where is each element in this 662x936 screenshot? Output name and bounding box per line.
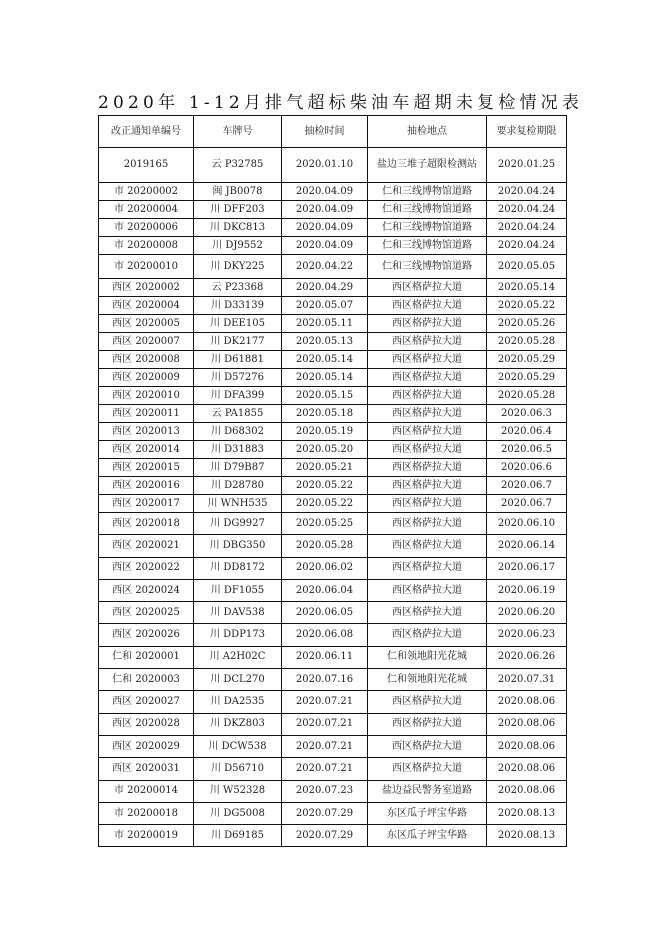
- recheck-deadline-cell: 2020.05.26: [487, 315, 567, 333]
- inspection-location-cell: 西区格萨拉大道: [368, 333, 487, 351]
- inspection-date-cell: 2020.07.21: [282, 758, 368, 780]
- inspection-location-cell: 西区格萨拉大道: [368, 495, 487, 513]
- table-row: [99, 513, 567, 535]
- inspection-location-cell: 西区格萨拉大道: [368, 713, 487, 735]
- inspection-date-cell: 2020.06.02: [282, 557, 368, 579]
- inspection-date-cell: 2020.04.22: [282, 255, 368, 279]
- notice-number-cell: 市 20200006: [99, 219, 194, 237]
- notice-number-cell: 西区 2020015: [99, 459, 194, 477]
- header-recheck-deadline: 要求复检期限: [487, 116, 567, 148]
- plate-number-cell: 川 A2H02C: [194, 646, 282, 668]
- inspection-date-cell: 2020.01.10: [282, 148, 368, 183]
- notice-number-cell: 西区 2020010: [99, 387, 194, 405]
- notice-number-cell: 西区 2020017: [99, 495, 194, 513]
- recheck-deadline-cell: 2020.04.24: [487, 183, 567, 201]
- inspection-location-cell: 西区格萨拉大道: [368, 579, 487, 601]
- inspection-date-cell: 2020.04.29: [282, 279, 368, 297]
- plate-number-cell: 川 DCW538: [194, 735, 282, 757]
- table-row: [99, 297, 567, 315]
- notice-number-cell: 西区 2020028: [99, 713, 194, 735]
- inspection-location-cell: 西区格萨拉大道: [368, 387, 487, 405]
- plate-number-cell: 川 DKC813: [194, 219, 282, 237]
- table-row: [99, 369, 567, 387]
- table-row: [99, 624, 567, 646]
- header-inspection-location: 抽检地点: [368, 116, 487, 148]
- recheck-deadline-cell: 2020.04.24: [487, 201, 567, 219]
- inspection-date-cell: 2020.04.09: [282, 237, 368, 255]
- inspection-date-cell: 2020.04.09: [282, 183, 368, 201]
- recheck-deadline-cell: 2020.06.7: [487, 495, 567, 513]
- table-row: [99, 387, 567, 405]
- table-row: [99, 351, 567, 369]
- notice-number-cell: 西区 2020005: [99, 315, 194, 333]
- inspection-location-cell: 西区格萨拉大道: [368, 535, 487, 557]
- table-row: [99, 255, 567, 279]
- table-row: [99, 441, 567, 459]
- table-row: [99, 405, 567, 423]
- table-row: [99, 825, 567, 847]
- notice-number-cell: 西区 2020029: [99, 735, 194, 757]
- inspection-date-cell: 2020.05.18: [282, 405, 368, 423]
- notice-number-cell: 仁和 2020001: [99, 646, 194, 668]
- plate-number-cell: 川 DF1055: [194, 579, 282, 601]
- inspection-date-cell: 2020.05.19: [282, 423, 368, 441]
- table-row: [99, 713, 567, 735]
- header-notice-number: 改正通知单编号: [99, 116, 194, 148]
- table-row: [99, 669, 567, 691]
- notice-number-cell: 西区 2020004: [99, 297, 194, 315]
- notice-number-cell: 西区 2020016: [99, 477, 194, 495]
- inspection-location-cell: 西区格萨拉大道: [368, 441, 487, 459]
- recheck-deadline-cell: 2020.06.17: [487, 557, 567, 579]
- inspection-location-cell: 西区格萨拉大道: [368, 459, 487, 477]
- inspection-location-cell: 东区瓜子坪宝华路: [368, 825, 487, 847]
- inspection-date-cell: 2020.05.11: [282, 315, 368, 333]
- table-row: [99, 219, 567, 237]
- table-row: [99, 148, 567, 183]
- plate-number-cell: 川 DEE105: [194, 315, 282, 333]
- notice-number-cell: 西区 2020027: [99, 691, 194, 713]
- notice-number-cell: 西区 2020007: [99, 333, 194, 351]
- inspection-date-cell: 2020.07.21: [282, 691, 368, 713]
- table-row: [99, 423, 567, 441]
- notice-number-cell: 仁和 2020003: [99, 669, 194, 691]
- inspection-date-cell: 2020.07.16: [282, 669, 368, 691]
- inspection-location-cell: 西区格萨拉大道: [368, 405, 487, 423]
- table-row: [99, 557, 567, 579]
- inspection-location-cell: 西区格萨拉大道: [368, 513, 487, 535]
- notice-number-cell: 西区 2020018: [99, 513, 194, 535]
- notice-number-cell: 市 20200004: [99, 201, 194, 219]
- notice-number-cell: 西区 2020031: [99, 758, 194, 780]
- notice-number-cell: 西区 2020008: [99, 351, 194, 369]
- plate-number-cell: 川 D31883: [194, 441, 282, 459]
- recheck-deadline-cell: 2020.06.14: [487, 535, 567, 557]
- inspection-location-cell: 西区格萨拉大道: [368, 624, 487, 646]
- plate-number-cell: 川 DG5008: [194, 802, 282, 824]
- table-row: [99, 315, 567, 333]
- plate-number-cell: 川 WNH535: [194, 495, 282, 513]
- document-title: 2020年 1-12月排气超标柴油车超期未复检情况表: [98, 93, 584, 113]
- inspection-location-cell: 仁和三线博物馆道路: [368, 219, 487, 237]
- recheck-deadline-cell: 2020.08.06: [487, 735, 567, 757]
- inspection-date-cell: 2020.05.07: [282, 297, 368, 315]
- inspection-location-cell: 西区格萨拉大道: [368, 423, 487, 441]
- table-row: [99, 535, 567, 557]
- inspection-location-cell: 东区瓜子坪宝华路: [368, 802, 487, 824]
- inspection-date-cell: 2020.05.13: [282, 333, 368, 351]
- plate-number-cell: 川 DKY225: [194, 255, 282, 279]
- plate-number-cell: 川 DK2177: [194, 333, 282, 351]
- recheck-deadline-cell: 2020.06.5: [487, 441, 567, 459]
- plate-number-cell: 云 P32785: [194, 148, 282, 183]
- inspection-date-cell: 2020.04.09: [282, 201, 368, 219]
- plate-number-cell: 川 DDP173: [194, 624, 282, 646]
- recheck-deadline-cell: 2020.05.29: [487, 369, 567, 387]
- table-row: [99, 735, 567, 757]
- inspection-date-cell: 2020.05.15: [282, 387, 368, 405]
- inspection-date-cell: 2020.05.14: [282, 351, 368, 369]
- table-row: [99, 802, 567, 824]
- inspection-date-cell: 2020.07.23: [282, 780, 368, 802]
- inspection-date-cell: 2020.07.29: [282, 825, 368, 847]
- notice-number-cell: 西区 2020009: [99, 369, 194, 387]
- notice-number-cell: 西区 2020024: [99, 579, 194, 601]
- inspection-date-cell: 2020.05.21: [282, 459, 368, 477]
- inspection-date-cell: 2020.07.21: [282, 713, 368, 735]
- plate-number-cell: 川 DJ9552: [194, 237, 282, 255]
- inspection-date-cell: 2020.07.21: [282, 735, 368, 757]
- inspection-date-cell: 2020.05.14: [282, 369, 368, 387]
- inspection-date-cell: 2020.05.22: [282, 495, 368, 513]
- notice-number-cell: 市 20200018: [99, 802, 194, 824]
- plate-number-cell: 川 DFA399: [194, 387, 282, 405]
- recheck-deadline-cell: 2020.06.23: [487, 624, 567, 646]
- inspection-date-cell: 2020.05.25: [282, 513, 368, 535]
- plate-number-cell: 川 D57276: [194, 369, 282, 387]
- plate-number-cell: 川 DKZ803: [194, 713, 282, 735]
- header-inspection-date: 抽检时间: [282, 116, 368, 148]
- plate-number-cell: 川 DCL270: [194, 669, 282, 691]
- plate-number-cell: 川 D61881: [194, 351, 282, 369]
- inspection-location-cell: 西区格萨拉大道: [368, 477, 487, 495]
- inspection-date-cell: 2020.05.22: [282, 477, 368, 495]
- plate-number-cell: 川 DAV538: [194, 602, 282, 624]
- notice-number-cell: 市 20200019: [99, 825, 194, 847]
- inspection-location-cell: 仁和三线博物馆道路: [368, 201, 487, 219]
- plate-number-cell: 云 P23368: [194, 279, 282, 297]
- plate-number-cell: 云 PA1855: [194, 405, 282, 423]
- plate-number-cell: 川 DA2535: [194, 691, 282, 713]
- plate-number-cell: 川 D69185: [194, 825, 282, 847]
- inspection-location-cell: 西区格萨拉大道: [368, 369, 487, 387]
- table-row: [99, 183, 567, 201]
- notice-number-cell: 西区 2020014: [99, 441, 194, 459]
- inspection-location-cell: 盐边三堆子超限检测站: [368, 148, 487, 183]
- inspection-date-cell: 2020.07.29: [282, 802, 368, 824]
- notice-number-cell: 西区 2020025: [99, 602, 194, 624]
- header-plate-number: 车牌号: [194, 116, 282, 148]
- recheck-deadline-cell: 2020.04.24: [487, 237, 567, 255]
- recheck-deadline-cell: 2020.05.28: [487, 387, 567, 405]
- plate-number-cell: 川 DBG350: [194, 535, 282, 557]
- table-row: [99, 333, 567, 351]
- notice-number-cell: 西区 2020021: [99, 535, 194, 557]
- plate-number-cell: 川 D68302: [194, 423, 282, 441]
- inspection-location-cell: 仁和三线博物馆道路: [368, 255, 487, 279]
- plate-number-cell: 川 D33139: [194, 297, 282, 315]
- inspection-date-cell: 2020.06.05: [282, 602, 368, 624]
- table-row: [99, 459, 567, 477]
- recheck-deadline-cell: 2020.05.05: [487, 255, 567, 279]
- inspection-date-cell: 2020.06.04: [282, 579, 368, 601]
- inspection-date-cell: 2020.05.20: [282, 441, 368, 459]
- plate-number-cell: 川 D79B87: [194, 459, 282, 477]
- table-row: [99, 201, 567, 219]
- inspection-location-cell: 西区格萨拉大道: [368, 557, 487, 579]
- notice-number-cell: 西区 2020026: [99, 624, 194, 646]
- inspection-location-cell: 西区格萨拉大道: [368, 602, 487, 624]
- plate-number-cell: 川 W52328: [194, 780, 282, 802]
- table-row: [99, 495, 567, 513]
- notice-number-cell: 西区 2020022: [99, 557, 194, 579]
- table-row: [99, 758, 567, 780]
- inspection-location-cell: 仁和三线博物馆道路: [368, 237, 487, 255]
- inspection-location-cell: 西区格萨拉大道: [368, 351, 487, 369]
- vehicle-recheck-table: [98, 115, 567, 847]
- recheck-deadline-cell: 2020.07.31: [487, 669, 567, 691]
- inspection-date-cell: 2020.06.11: [282, 646, 368, 668]
- recheck-deadline-cell: 2020.06.4: [487, 423, 567, 441]
- notice-number-cell: 市 20200014: [99, 780, 194, 802]
- inspection-location-cell: 西区格萨拉大道: [368, 315, 487, 333]
- notice-number-cell: 西区 2020011: [99, 405, 194, 423]
- notice-number-cell: 市 20200008: [99, 237, 194, 255]
- notice-number-cell: 西区 2020002: [99, 279, 194, 297]
- notice-number-cell: 西区 2020013: [99, 423, 194, 441]
- table-row: [99, 477, 567, 495]
- inspection-location-cell: 西区格萨拉大道: [368, 758, 487, 780]
- table-row: [99, 579, 567, 601]
- inspection-location-cell: 盐边益民警务室道路: [368, 780, 487, 802]
- inspection-date-cell: 2020.06.08: [282, 624, 368, 646]
- inspection-location-cell: 西区格萨拉大道: [368, 735, 487, 757]
- table-row: [99, 780, 567, 802]
- recheck-deadline-cell: 2020.08.06: [487, 691, 567, 713]
- recheck-deadline-cell: 2020.05.22: [487, 297, 567, 315]
- recheck-deadline-cell: 2020.05.14: [487, 279, 567, 297]
- inspection-location-cell: 仁和领地阳光花城: [368, 646, 487, 668]
- inspection-location-cell: 西区格萨拉大道: [368, 691, 487, 713]
- plate-number-cell: 川 DG9927: [194, 513, 282, 535]
- inspection-date-cell: 2020.04.09: [282, 219, 368, 237]
- inspection-date-cell: 2020.05.28: [282, 535, 368, 557]
- recheck-deadline-cell: 2020.08.06: [487, 758, 567, 780]
- table-row: [99, 279, 567, 297]
- plate-number-cell: 川 D28780: [194, 477, 282, 495]
- notice-number-cell: 2019165: [99, 148, 194, 183]
- plate-number-cell: 川 D56710: [194, 758, 282, 780]
- recheck-deadline-cell: 2020.06.7: [487, 477, 567, 495]
- table-row: [99, 691, 567, 713]
- recheck-deadline-cell: 2020.01.25: [487, 148, 567, 183]
- inspection-location-cell: 仁和三线博物馆道路: [368, 183, 487, 201]
- recheck-deadline-cell: 2020.06.10: [487, 513, 567, 535]
- table-row: [99, 646, 567, 668]
- plate-number-cell: 川 DD8172: [194, 557, 282, 579]
- plate-number-cell: 川 DFF203: [194, 201, 282, 219]
- inspection-location-cell: 西区格萨拉大道: [368, 279, 487, 297]
- recheck-deadline-cell: 2020.08.13: [487, 825, 567, 847]
- notice-number-cell: 市 20200010: [99, 255, 194, 279]
- inspection-location-cell: 仁和领地阳光花城: [368, 669, 487, 691]
- recheck-deadline-cell: 2020.05.28: [487, 333, 567, 351]
- recheck-deadline-cell: 2020.08.13: [487, 802, 567, 824]
- recheck-deadline-cell: 2020.05.29: [487, 351, 567, 369]
- recheck-deadline-cell: 2020.06.20: [487, 602, 567, 624]
- recheck-deadline-cell: 2020.06.6: [487, 459, 567, 477]
- inspection-location-cell: 西区格萨拉大道: [368, 297, 487, 315]
- plate-number-cell: 闽 JB0078: [194, 183, 282, 201]
- table-row: [99, 602, 567, 624]
- recheck-deadline-cell: 2020.06.3: [487, 405, 567, 423]
- recheck-deadline-cell: 2020.04.24: [487, 219, 567, 237]
- notice-number-cell: 市 20200002: [99, 183, 194, 201]
- recheck-deadline-cell: 2020.08.06: [487, 713, 567, 735]
- table-header-row: [99, 116, 567, 148]
- recheck-deadline-cell: 2020.06.19: [487, 579, 567, 601]
- recheck-deadline-cell: 2020.08.06: [487, 780, 567, 802]
- recheck-deadline-cell: 2020.06.26: [487, 646, 567, 668]
- table-row: [99, 237, 567, 255]
